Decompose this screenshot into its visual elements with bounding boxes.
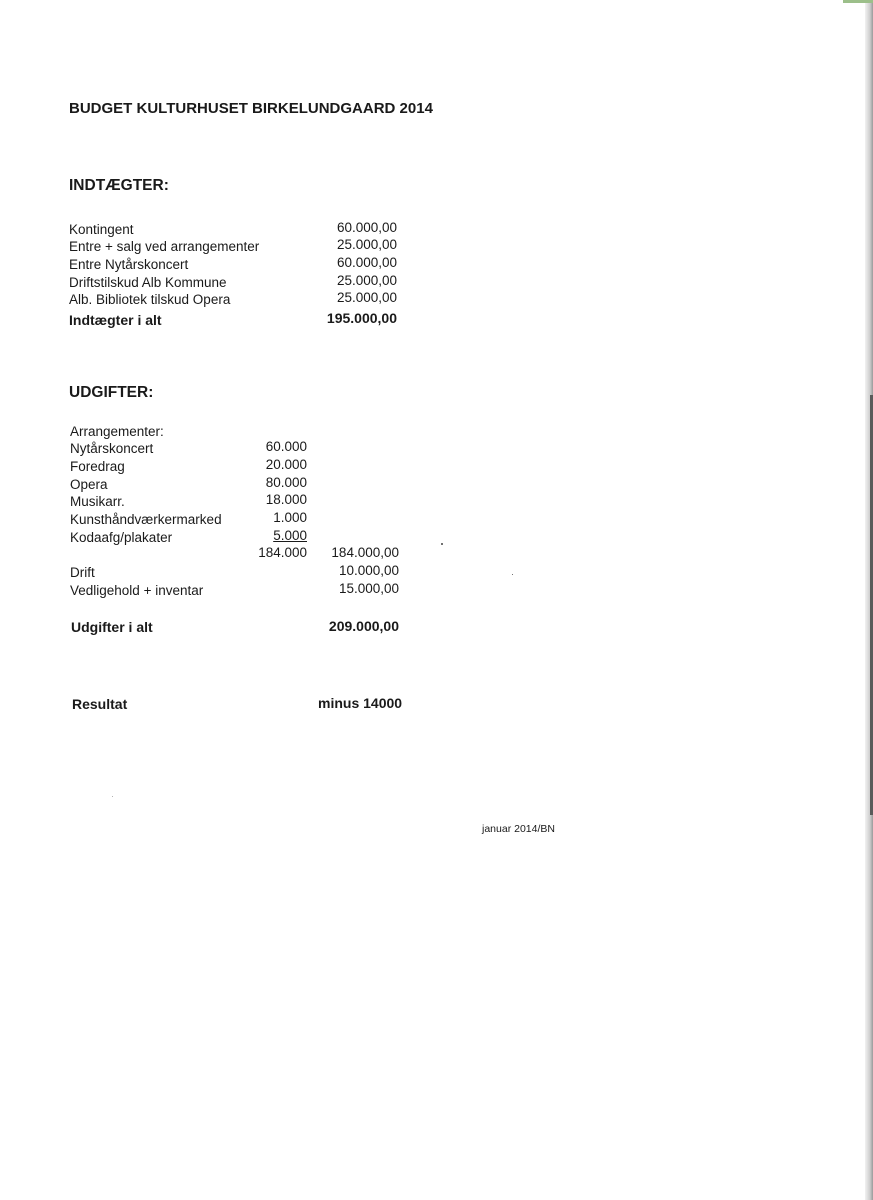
event-item-label: Foredrag (70, 459, 125, 474)
income-item-label: Driftstilskud Alb Kommune (69, 275, 227, 290)
other-item-amount: 10.000,00 (338, 563, 399, 578)
income-heading: INDTÆGTER: (69, 177, 169, 194)
income-total-label: Indtægter i alt (69, 312, 162, 328)
income-item-amount: 60.000,00 (336, 220, 397, 235)
event-item-amount: 5.000 (273, 528, 307, 543)
event-item-label: Opera (70, 477, 108, 492)
events-label: Arrangementer: (70, 424, 164, 439)
income-item-amount: 25.000,00 (336, 290, 397, 305)
event-item-label: Musikarr. (70, 494, 125, 509)
expenses-total-amount: 209.000,00 (328, 618, 399, 634)
scan-speck (512, 574, 513, 575)
event-item-amount: 80.000 (265, 475, 307, 490)
income-item-label: Kontingent (69, 222, 134, 237)
document-title: BUDGET KULTURHUSET BIRKELUNDGAARD 2014 (69, 100, 433, 117)
expenses-heading: UDGIFTER: (69, 384, 154, 401)
income-item-amount: 25.000,00 (336, 237, 397, 252)
other-item-label: Vedligehold + inventar (70, 583, 204, 598)
expenses-total-label: Udgifter i alt (71, 619, 153, 635)
income-item-label: Alb. Bibliotek tilskud Opera (69, 292, 231, 307)
events-subtotal: 184.000 (258, 545, 307, 560)
income-total-amount: 195.000,00 (326, 310, 397, 326)
income-item-amount: 25.000,00 (336, 273, 397, 288)
income-item-label: Entre Nytårskoncert (69, 257, 189, 272)
event-item-label: Kunsthåndværkermarked (70, 512, 222, 527)
event-item-label: Kodaafg/plakater (70, 530, 173, 545)
result-value: minus 14000 (318, 695, 403, 711)
document-footer: januar 2014/BN (482, 823, 555, 835)
other-item-amount: 15.000,00 (338, 581, 399, 596)
result-label: Resultat (72, 696, 128, 712)
income-item-label: Entre + salg ved arrangementer (69, 239, 260, 254)
event-item-amount: 18.000 (265, 492, 307, 507)
other-item-label: Drift (70, 565, 95, 580)
event-item-amount: 20.000 (265, 457, 307, 472)
events-total: 184.000,00 (331, 545, 399, 560)
scan-speck (112, 796, 113, 797)
event-item-label: Nytårskoncert (70, 441, 154, 456)
scan-edge-mark (843, 0, 873, 3)
event-item-amount: 1.000 (273, 510, 307, 525)
income-item-amount: 60.000,00 (336, 255, 397, 270)
event-item-amount: 60.000 (265, 439, 307, 454)
scan-speck (441, 543, 443, 545)
